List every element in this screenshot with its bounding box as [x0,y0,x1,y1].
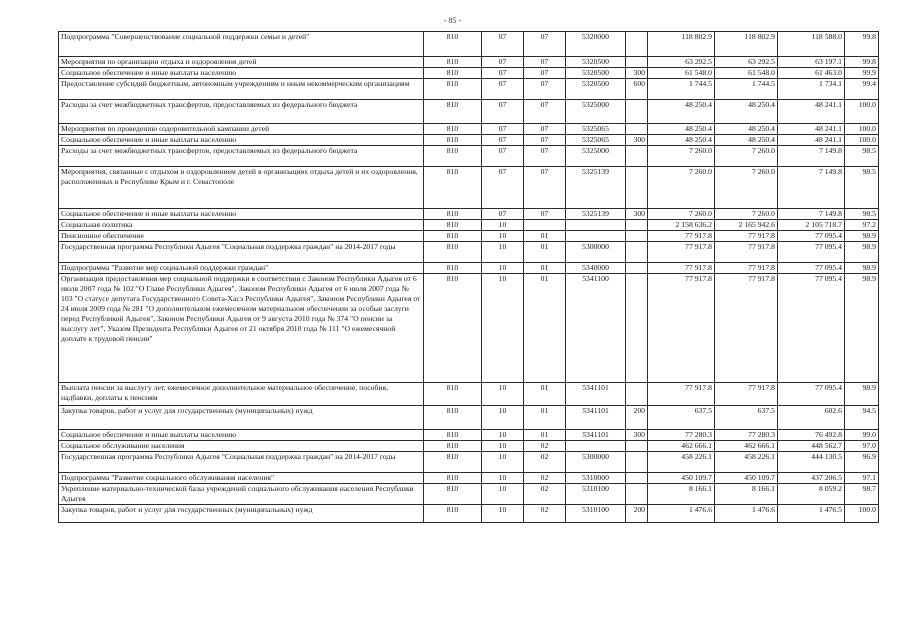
table-cell-name: Социальная политика [59,220,424,231]
table-cell-approved: 7 260.0 [715,167,778,209]
table-cell-plan: 118 802.9 [648,32,715,57]
table-cell-rz: 07 [482,146,524,167]
table-cell-csr: 5320500 [566,68,626,79]
table-cell-name: Пенсионное обеспечение [59,231,424,242]
table-cell-rz: 10 [482,406,524,430]
table-cell-vr [626,484,648,505]
table-cell-pr: 01 [524,383,566,406]
table-cell-percent: 99.4 [845,79,879,100]
table-cell-pr: 01 [524,242,566,263]
table-cell-csr [566,220,626,231]
table-cell-executed: 444 130.5 [778,452,845,473]
table-cell-name: Подпрограмма "Развитие социального обслуживания населения" [59,473,424,484]
table-cell-percent: 98.5 [845,209,879,220]
table-cell-name: Социальное обеспечение и иные выплаты населению [59,68,424,79]
table-cell-rz: 10 [482,505,524,523]
table-cell-gr: 810 [424,406,482,430]
table-row [59,274,879,383]
table-cell-name: Подпрограмма "Развитие мер социальной поддержки граждан" [59,263,424,274]
table-cell-pr: 07 [524,209,566,220]
table-cell-executed: 448 562.7 [778,441,845,452]
table-row [59,57,879,68]
table-cell-pr: 07 [524,146,566,167]
table-cell-approved: 77 917.8 [715,383,778,406]
table-cell-vr [626,146,648,167]
table-cell-pr: 07 [524,124,566,135]
table-cell-vr [626,274,648,383]
table-cell-approved: 48 250.4 [715,100,778,124]
table-cell-vr [626,124,648,135]
table-cell-approved: 462 666.1 [715,441,778,452]
table-cell-plan: 77 280.3 [648,430,715,441]
table-cell-executed: 602.6 [778,406,845,430]
table-cell-approved: 77 917.8 [715,242,778,263]
table-cell-pr: 07 [524,167,566,209]
table-cell-csr: 5320500 [566,79,626,100]
table-cell-approved: 61 548.0 [715,68,778,79]
table-cell-csr: 5325139 [566,167,626,209]
table-cell-plan: 48 250.4 [648,135,715,146]
table-cell-executed: 48 241.1 [778,135,845,146]
table-cell-vr: 600 [626,79,648,100]
table-cell-gr: 810 [424,430,482,441]
table-cell-csr: 5340000 [566,263,626,274]
table-cell-gr: 810 [424,231,482,242]
table-cell-name: Предоставление субсидий бюджетным, автономным учреждениям и иным некоммерческим организациям [59,79,424,100]
table-cell-percent: 96.9 [845,452,879,473]
table-cell-name: Социальное обеспечение и иные выплаты населению [59,135,424,146]
table-cell-rz: 10 [482,274,524,383]
table-cell-pr: 07 [524,79,566,100]
table-cell-approved: 118 802.9 [715,32,778,57]
table-cell-pr: 02 [524,473,566,484]
table-cell-percent: 94.5 [845,406,879,430]
table-cell-name: Мероприятия по организации отдыха и оздоровления детей [59,57,424,68]
table-cell-rz: 10 [482,452,524,473]
table-cell-name: Социальное обслуживание населения [59,441,424,452]
table-row [59,231,879,242]
table-cell-rz: 10 [482,441,524,452]
table-cell-percent: 98.9 [845,231,879,242]
table-cell-gr: 810 [424,505,482,523]
table-cell-percent: 99.8 [845,57,879,68]
table-cell-plan: 2 158 636.2 [648,220,715,231]
table-cell-pr: 01 [524,430,566,441]
table-row [59,209,879,220]
table-cell-csr: 5310000 [566,473,626,484]
table-cell-name: Мероприятия по проведению оздоровительной кампании детей [59,124,424,135]
table-cell-name: Закупка товаров, работ и услуг для государственных (муниципальных) нужд [59,406,424,430]
table-cell-approved: 77 280.3 [715,430,778,441]
table-cell-rz: 10 [482,473,524,484]
table-cell-rz: 07 [482,57,524,68]
table-cell-executed: 76 492.8 [778,430,845,441]
table-cell-vr: 300 [626,209,648,220]
table-cell-plan: 61 548.0 [648,68,715,79]
table-cell-percent: 99.8 [845,32,879,57]
table-row [59,383,879,406]
table-cell-csr: 5320000 [566,32,626,57]
table-cell-gr: 810 [424,124,482,135]
table-cell-approved: 48 250.4 [715,124,778,135]
table-cell-vr [626,231,648,242]
table-row [59,124,879,135]
table-cell-vr [626,100,648,124]
table-cell-pr: 02 [524,484,566,505]
table-cell-gr: 810 [424,135,482,146]
table-cell-pr: 01 [524,263,566,274]
table-cell-name: Расходы за счет межбюджетных трансфертов, предоставляемых из федерального бюджета [59,146,424,167]
table-cell-plan: 63 292.5 [648,57,715,68]
table-cell-name: Организация предоставления мер социальной поддержки в соответствии с Законом Республики Адыгея от 6 июля 2007 года № 102 "О Главе Республики Адыгея", Законом Республики Адыгея от 6 июля 2007 года № 103 "О статусе депутата Государственного Совета-Хасэ Республики Адыгея", Законом Республики Адыгея от 24 июля 2009 года № 281 "О дополнительном ежемесячном материальном обеспечении за особые заслуги перед Республикой Адыгея", Законом Республики Адыгея от 9 августа 2010 года № 374 "О пенсии за выслугу лет", Указом Президента Республики Адыгея от 21 октября 2010 года № 111 "О ежемесячной доплате к трудовой пенсии" [59,274,424,383]
table-cell-vr [626,57,648,68]
table-cell-percent: 97.1 [845,473,879,484]
table-cell-csr: 5325000 [566,100,626,124]
table-cell-csr: 5300000 [566,242,626,263]
table-cell-name: Подпрограмма "Совершенствование социальной поддержки семьи и детей" [59,32,424,57]
table-cell-vr [626,220,648,231]
table-cell-approved: 7 260.0 [715,146,778,167]
table-cell-csr: 5310100 [566,505,626,523]
table-cell-percent: 98.5 [845,167,879,209]
table-cell-rz: 10 [482,231,524,242]
table-row [59,473,879,484]
table-cell-rz: 07 [482,209,524,220]
table-cell-percent: 98.9 [845,242,879,263]
table-cell-plan: 7 260.0 [648,146,715,167]
table-cell-rz: 10 [482,220,524,231]
table-cell-executed: 7 149.8 [778,146,845,167]
table-cell-pr: 01 [524,274,566,383]
table-cell-name: Мероприятия, связанные с отдыхом и оздоровлением детей в организациях отдыха детей и их оздоровления, расположенных в Республике Крым и г. Севастополе [59,167,424,209]
table-cell-csr: 5300000 [566,452,626,473]
table-cell-rz: 07 [482,32,524,57]
table-cell-csr: 5310100 [566,484,626,505]
table-row [59,167,879,209]
table-cell-gr: 810 [424,473,482,484]
table-cell-plan: 1 476.6 [648,505,715,523]
table-cell-gr: 810 [424,452,482,473]
table-row [59,441,879,452]
table-cell-rz: 10 [482,263,524,274]
table-cell-percent: 97.0 [845,441,879,452]
table-cell-rz: 07 [482,167,524,209]
table-cell-approved: 1 476.6 [715,505,778,523]
table-cell-plan: 450 109.7 [648,473,715,484]
table-cell-vr: 300 [626,135,648,146]
table-cell-percent: 98.9 [845,383,879,406]
table-cell-pr: 07 [524,32,566,57]
table-cell-name: Государственная программа Республики Адыгея "Социальная поддержка граждан" на 2014-2017 годы [59,452,424,473]
table-cell-vr: 200 [626,406,648,430]
table-cell-executed: 48 241.1 [778,124,845,135]
table-row [59,146,879,167]
table-cell-plan: 8 166.1 [648,484,715,505]
table-cell-approved: 77 917.8 [715,274,778,383]
table-row [59,100,879,124]
table-row [59,452,879,473]
table-row [59,220,879,231]
table-cell-gr: 810 [424,484,482,505]
table-cell-vr [626,167,648,209]
table-cell-approved: 637.5 [715,406,778,430]
table-cell-executed: 7 149.8 [778,167,845,209]
table-cell-pr: 01 [524,406,566,430]
table-cell-pr: 01 [524,231,566,242]
table-cell-approved: 1 744.5 [715,79,778,100]
table-cell-gr: 810 [424,274,482,383]
table-cell-approved: 77 917.8 [715,263,778,274]
table-cell-approved: 7 260.0 [715,209,778,220]
table-cell-vr [626,452,648,473]
table-cell-executed: 1 476.5 [778,505,845,523]
table-cell-rz: 07 [482,68,524,79]
table-cell-plan: 7 260.0 [648,167,715,209]
table-row [59,135,879,146]
table-cell-name: Социальное обеспечение и иные выплаты населению [59,430,424,441]
table-cell-percent: 98.9 [845,263,879,274]
table-cell-executed: 7 149.8 [778,209,845,220]
table-row [59,484,879,505]
table-cell-name: Выплата пенсии за выслугу лет, ежемесячное дополнительное материальное обеспечение, пособия, надбавки, доплаты к пенсиям [59,383,424,406]
table-cell-rz: 10 [482,383,524,406]
table-cell-approved: 450 109.7 [715,473,778,484]
table-cell-vr: 300 [626,68,648,79]
page-number: - 85 - [443,16,462,25]
table-cell-gr: 810 [424,209,482,220]
table-row [59,79,879,100]
table-cell-plan: 48 250.4 [648,124,715,135]
table-cell-approved: 63 292.5 [715,57,778,68]
table-cell-name: Социальное обеспечение и иные выплаты населению [59,209,424,220]
table-cell-plan: 77 917.8 [648,242,715,263]
table-cell-executed: 77 095.4 [778,242,845,263]
table-row [59,406,879,430]
table-cell-name: Укрепление материально-технической базы учреждений социального обслуживания населения Республики Адыгея [59,484,424,505]
table-cell-csr: 5325065 [566,135,626,146]
table-cell-percent: 100.0 [845,505,879,523]
table-cell-rz: 10 [482,484,524,505]
table-cell-csr: 5325065 [566,124,626,135]
table-cell-executed: 77 095.4 [778,383,845,406]
table-cell-name: Государственная программа Республики Адыгея "Социальная поддержка граждан" на 2014-2017 годы [59,242,424,263]
table-cell-csr [566,231,626,242]
table-cell-plan: 458 226.1 [648,452,715,473]
table-cell-plan: 77 917.8 [648,383,715,406]
table-cell-gr: 810 [424,220,482,231]
table-row [59,68,879,79]
table-cell-executed: 118 588.0 [778,32,845,57]
table-cell-gr: 810 [424,383,482,406]
table-cell-csr: 5325139 [566,209,626,220]
table-cell-percent: 100.0 [845,135,879,146]
table-row [59,242,879,263]
table-cell-percent: 98.5 [845,146,879,167]
table-cell-rz: 07 [482,100,524,124]
table-cell-executed: 2 105 718.7 [778,220,845,231]
table-cell-vr [626,441,648,452]
table-cell-csr: 5341101 [566,430,626,441]
table-cell-executed: 63 197.1 [778,57,845,68]
table-cell-name: Закупка товаров, работ и услуг для государственных (муниципальных) нужд [59,505,424,523]
table-cell-gr: 810 [424,441,482,452]
table-cell-approved: 2 165 942.6 [715,220,778,231]
table-cell-csr: 5341100 [566,274,626,383]
table-cell-rz: 07 [482,79,524,100]
table-cell-gr: 810 [424,146,482,167]
table-cell-vr [626,383,648,406]
table-cell-percent: 98.7 [845,484,879,505]
table-cell-name: Расходы за счет межбюджетных трансфертов, предоставляемых из федерального бюджета [59,100,424,124]
table-cell-gr: 810 [424,263,482,274]
table-row [59,263,879,274]
table-cell-executed: 8 059.2 [778,484,845,505]
table-cell-vr [626,473,648,484]
table-cell-rz: 10 [482,242,524,263]
table-cell-gr: 810 [424,100,482,124]
table-cell-pr: 02 [524,441,566,452]
table-cell-pr: 07 [524,100,566,124]
table-cell-vr [626,263,648,274]
table-cell-approved: 8 166.1 [715,484,778,505]
table-cell-gr: 810 [424,57,482,68]
table-cell-pr: 07 [524,135,566,146]
table-cell-csr: 5325000 [566,146,626,167]
table-row [59,505,879,523]
table-cell-approved: 77 917.8 [715,231,778,242]
table-cell-approved: 48 250.4 [715,135,778,146]
table-cell-pr: 02 [524,505,566,523]
table-cell-percent: 100.0 [845,124,879,135]
table-cell-gr: 810 [424,79,482,100]
table-cell-executed: 77 095.4 [778,274,845,383]
table-cell-executed: 61 463.0 [778,68,845,79]
table-cell-pr: 07 [524,68,566,79]
table-cell-plan: 462 666.1 [648,441,715,452]
table-cell-plan: 48 250.4 [648,100,715,124]
table-cell-gr: 810 [424,167,482,209]
table-cell-vr [626,32,648,57]
table-cell-percent: 99.9 [845,68,879,79]
budget-execution-table [58,31,879,523]
table-cell-plan: 77 917.8 [648,231,715,242]
table-cell-executed: 1 734.1 [778,79,845,100]
table-row [59,430,879,441]
table-cell-vr: 200 [626,505,648,523]
table-row [59,32,879,57]
table-cell-executed: 437 206.5 [778,473,845,484]
table-cell-vr [626,242,648,263]
table-cell-vr: 300 [626,430,648,441]
table-cell-plan: 77 917.8 [648,263,715,274]
table-cell-rz: 07 [482,135,524,146]
table-cell-pr [524,220,566,231]
table-cell-pr: 07 [524,57,566,68]
table-cell-percent: 97.2 [845,220,879,231]
table-cell-gr: 810 [424,242,482,263]
table-cell-rz: 10 [482,430,524,441]
table-cell-percent: 99.0 [845,430,879,441]
table-cell-plan: 7 260.0 [648,209,715,220]
table-cell-percent: 98.9 [845,274,879,383]
table-cell-executed: 77 095.4 [778,231,845,242]
table-cell-rz: 07 [482,124,524,135]
table-cell-plan: 1 744.5 [648,79,715,100]
table-cell-csr: 5341101 [566,406,626,430]
table-cell-executed: 77 095.4 [778,263,845,274]
table-cell-approved: 458 226.1 [715,452,778,473]
table-cell-csr [566,441,626,452]
table-cell-csr: 5341101 [566,383,626,406]
table-cell-percent: 100.0 [845,100,879,124]
table-cell-pr: 02 [524,452,566,473]
table-cell-csr: 5320500 [566,57,626,68]
table-cell-gr: 810 [424,32,482,57]
table-cell-plan: 637.5 [648,406,715,430]
table-cell-executed: 48 241.1 [778,100,845,124]
table-cell-gr: 810 [424,68,482,79]
table-cell-plan: 77 917.8 [648,274,715,383]
